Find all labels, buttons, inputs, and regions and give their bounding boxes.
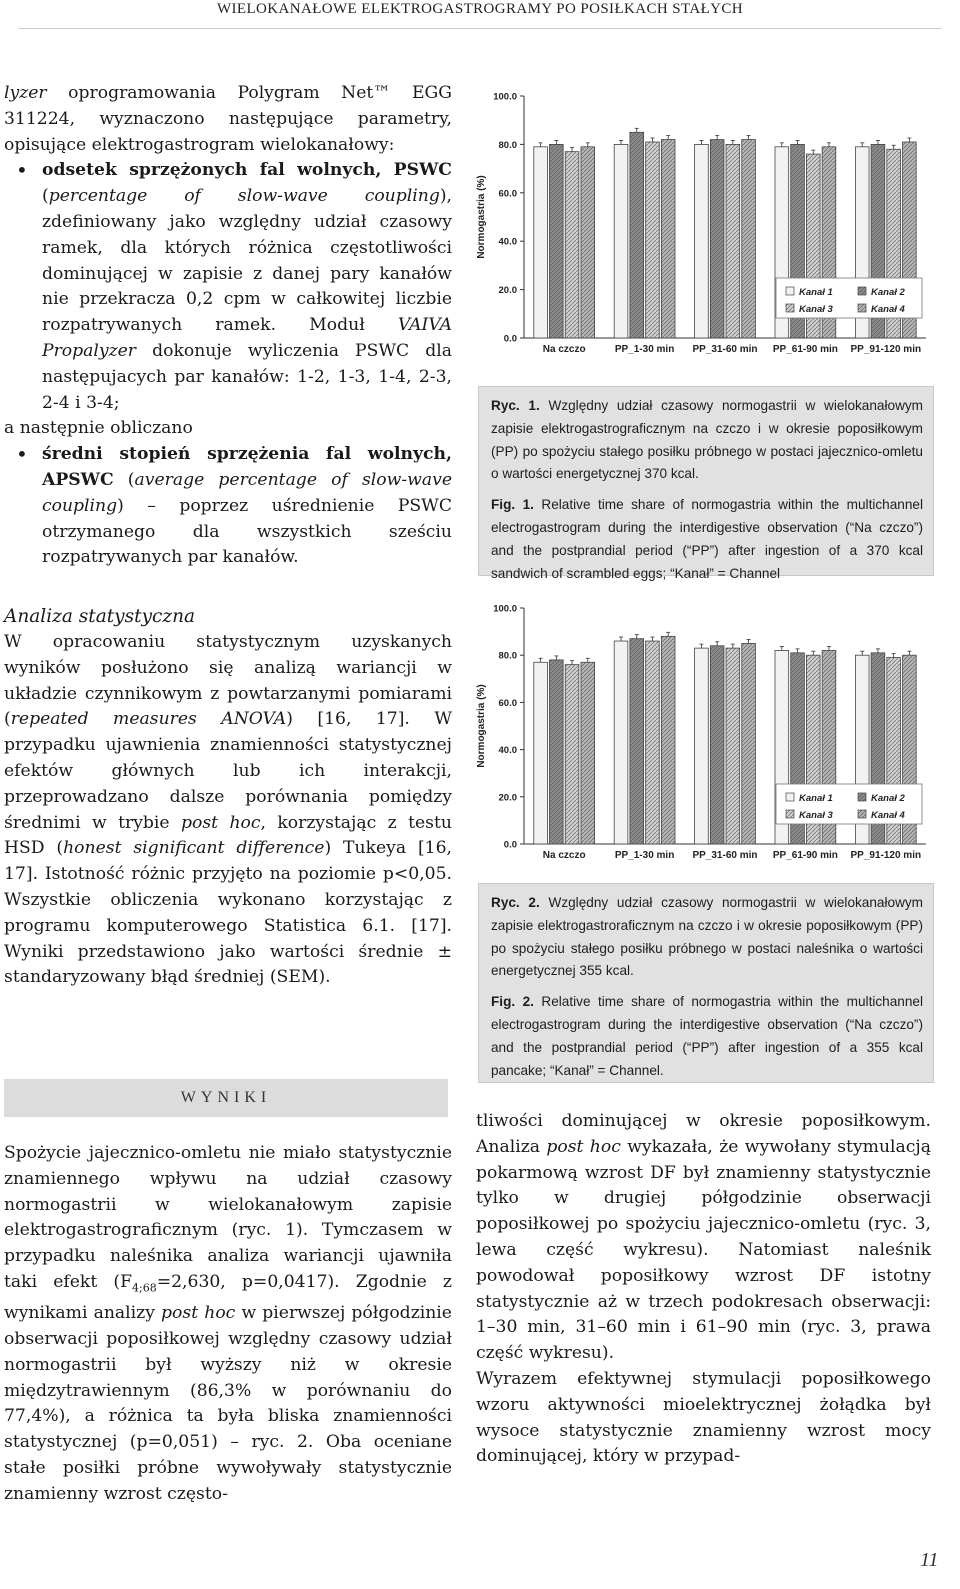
text-run: oprogramowania Polygram Net™ EGG 311224, wyznaczono następujące parametry, opisujące elektrogastrogram wielokanałowy:	[4, 83, 452, 155]
bar	[614, 641, 628, 844]
x-category-label: PP_31-60 min	[692, 850, 758, 861]
text-italic: post hoc	[161, 1303, 236, 1324]
text-run: Spożycie jajecznico-omletu nie miało statystycznie znamiennego wpływu na udział czasowy normogastrii w wielokanałowym zapisie elektrogastrograficznym (ryc. 1). Tymczasem w przypadku naleśnika analiza wariancji ujawniła taki efekt (F	[4, 1143, 452, 1292]
y-tick-label: 80.0	[498, 139, 517, 151]
legend-label: Kanał 4	[871, 304, 905, 315]
y-tick-label: 20.0	[498, 792, 517, 804]
figure-2-caption	[478, 883, 934, 1083]
y-tick-label: 60.0	[498, 188, 517, 200]
figure-2-chart	[476, 596, 936, 882]
legend-swatch	[858, 810, 866, 818]
bullet-pswc	[4, 158, 452, 416]
legend-label: Kanał 3	[799, 810, 833, 821]
caption-text: Relative time share of normogastria within the multichannel electrogastrogram during the interdigestive observation (“Na czczo”) and the postprandial period (“PP”) after ingestion of a 370 kcal sandwich of scrambled eggs; “Kanał” = Channel	[491, 497, 923, 581]
bar	[614, 144, 628, 338]
x-category-label: Na czczo	[542, 344, 586, 355]
bar	[661, 140, 675, 338]
bar	[710, 140, 724, 338]
text-run: W opracowaniu statystycznym uzyskanych wyników posłużono się analizą wariancji w układzie czynnikowym z powtarzanymi pomiarami (	[4, 632, 452, 730]
x-category-label: PP_61-90 min	[772, 344, 838, 355]
bar	[726, 144, 740, 338]
bar	[534, 147, 548, 338]
text-run: (	[113, 469, 135, 490]
bar	[550, 660, 564, 844]
bar	[581, 662, 595, 844]
figure-1-caption	[478, 386, 934, 581]
bar	[695, 144, 709, 338]
bar	[742, 643, 756, 844]
y-tick-label: 0.0	[503, 839, 517, 851]
caption-english	[491, 991, 923, 1082]
left-column-results	[4, 1141, 452, 1508]
bar	[630, 639, 644, 844]
chart-2-svg	[476, 596, 936, 882]
bar	[742, 140, 756, 338]
text-run: tliwości dominującej w okresie poposiłkowym. Analiza	[476, 1111, 931, 1157]
y-tick-label: 100.0	[493, 603, 517, 615]
y-tick-label: 40.0	[498, 745, 517, 757]
bar	[550, 144, 564, 338]
text-run: ) Tukeya [16, 17]. Istotność różnic przyjęto na poziomie p<0,05. Wszystkie obliczenia wykonano korzystając z programu komputerowego Statistica 6.1. [17]. Wyniki przedstawiono jako wartości średnie ± standaryzowany błąd średniej (SEM).	[4, 838, 452, 988]
y-tick-label: 20.0	[498, 285, 517, 297]
legend-swatch	[786, 793, 794, 801]
caption-text: Względny udział czasowy normogastrii w wielokanałowym zapisie elektrogastroraficznym na czczo i w okresie poposiłkowym (PP) po spożyciu stałego posiłku próbnego w postaci naleśnika o wartości energetycznej 355 kcal.	[491, 895, 924, 979]
methods-connector: a następnie obliczano	[4, 418, 193, 439]
statistics-paragraph	[4, 630, 452, 991]
y-tick-label: 0.0	[503, 333, 517, 345]
caption-label: Fig. 2.	[491, 994, 534, 1010]
text-bold: odsetek sprzężonych fal wolnych, PSWC	[42, 160, 452, 181]
chart-1-svg	[476, 84, 936, 376]
caption-polish	[491, 395, 923, 486]
text-run: =2,630, p=0,0417). Zgodnie z wynikami analizy	[4, 1271, 452, 1324]
bar	[565, 152, 579, 338]
y-axis-title: Normogastria (%)	[476, 684, 487, 768]
y-tick-label: 80.0	[498, 650, 517, 662]
text-bold: średni stopień sprzężenia fal wolnych, APSWC	[42, 444, 452, 490]
text-run: wykazała, że wywołany stymulacją pokarmową wzrost DF był znamienny statystycznie tylko w drugiej półgodzinie obserwacji poposiłkowej po spożyciu jajecznico-omletu (ryc. 3, lewa część wykresu). Natomiast naleśnik powodował poposiłkowy wzrost DF istotny statystycznie aż w trzech podokresach obserwacji: 1–30 min, 31–60 min i 61–90 min (ryc. 3, prawa część wykresu).	[476, 1136, 931, 1364]
caption-polish	[491, 892, 923, 983]
caption-english	[491, 494, 923, 585]
page-number: 11	[920, 1549, 939, 1571]
legend-label: Kanał 2	[871, 793, 905, 804]
bullet-apswc	[4, 442, 452, 571]
bar	[695, 648, 709, 844]
legend-label: Kanał 2	[871, 287, 905, 298]
legend-swatch	[858, 793, 866, 801]
legend-swatch	[786, 287, 794, 295]
text-italic: percentage of slow-wave coupling	[48, 186, 440, 207]
text-italic: repeated measures ANOVA	[10, 709, 287, 730]
legend-label: Kanał 3	[799, 304, 833, 315]
text-run: ) – poprzez uśrednienie PSWC otrzymanego dla wszystkich sześciu rozpatrywanych par kanałów.	[42, 495, 452, 568]
bar	[534, 662, 548, 844]
bar	[726, 648, 740, 844]
bar	[646, 641, 660, 844]
bar	[565, 665, 579, 844]
legend-swatch	[858, 287, 866, 295]
legend-swatch	[858, 304, 866, 312]
x-category-label: Na czczo	[542, 850, 586, 861]
right-column-results	[476, 1109, 931, 1470]
results-paragraph	[4, 1141, 452, 1508]
figure-1-chart	[476, 84, 936, 376]
caption-label: Fig. 1.	[491, 497, 534, 513]
text-run: (	[42, 186, 49, 207]
legend-label: Kanał 1	[799, 793, 833, 804]
caption-text: Relative time share of normogastria within the multichannel electrogastrogram during the interdigestive observation (“Na czczo”) and the postprandial period (“PP”) after ingestion of a 355 kcal pancake; “Kanał” = Channel.	[491, 994, 923, 1078]
subscript: 4;68	[132, 1281, 157, 1295]
x-category-label: PP_91-120 min	[850, 850, 922, 861]
x-category-label: PP_1-30 min	[614, 850, 675, 861]
bar	[581, 147, 595, 338]
bar	[710, 646, 724, 844]
text-italic: average percentage of slow-wave coupling	[42, 469, 452, 516]
methods-paragraph	[4, 81, 452, 158]
section-heading-wyniki: WYNIKI	[4, 1079, 448, 1117]
section-title: Analiza statystyczna	[4, 606, 196, 627]
text-run: dokonuje wyliczenia PSWC dla następujacych par kanałów: 1-2, 1-3, 1-4, 2-3, 2-4 i 3-4;	[42, 340, 452, 413]
x-category-label: PP_61-90 min	[772, 850, 838, 861]
text-run: ) [16, 17]. W przypadku ujawnienia znamienności statystycznej efektów głównych lub ich interakcji, przeprowadzano dalsze porównania pomiędzy średnimi w trybie	[4, 709, 453, 833]
results-continued-paragraph	[476, 1109, 931, 1367]
bar	[646, 142, 660, 338]
y-tick-label: 40.0	[498, 236, 517, 248]
legend-swatch	[786, 810, 794, 818]
running-head: WIELOKANAŁOWE ELEKTROGASTROGRAMY PO POSIŁKACH STAŁYCH	[216, 1, 744, 17]
y-tick-label: 100.0	[493, 91, 517, 103]
left-column-statistics	[4, 604, 452, 991]
text-italic: post hoc	[180, 812, 261, 833]
results-paragraph: Wyrazem efektywnej stymulacji poposiłkowego wzoru aktywności mioelektrycznej żołądka był wysoce statystycznie znamienny wzrost mocy dominującej, który w przypad-	[476, 1368, 931, 1467]
text-italic: lyzer	[4, 83, 47, 103]
y-axis-title: Normogastria (%)	[476, 175, 487, 259]
x-category-label: PP_1-30 min	[614, 344, 675, 355]
bar	[630, 132, 644, 338]
x-category-label: PP_31-60 min	[692, 344, 758, 355]
legend-label: Kanał 1	[799, 287, 833, 298]
x-category-label: PP_91-120 min	[850, 344, 922, 355]
caption-label: Ryc. 1.	[491, 398, 540, 413]
caption-text: Względny udział czasowy normogastrii w wielokanałowym zapisie elektrogastrograficznym na czczo i w okresie poposiłkowym (PP) po spożyciu stałego posiłku próbnego w postaci jajecznico-omletu o wartości energetycznej 370 kcal.	[491, 398, 924, 482]
text-italic: honest significant difference	[63, 838, 325, 859]
text-run: w pierwszej półgodzinie obserwacji poposiłkowej względny czasowy udział normogastrii był wyższy niż w okresie międzytrawiennym (86,3% w porównaniu do 77,4%), a różnica ta była bliska znamienności statystycznej (p=0,051) – ryc. 2. Oba oceniane stałe posiłki próbne wywoływały statystycznie znamienny wzrost często-	[4, 1303, 452, 1504]
left-column-methods	[4, 81, 452, 571]
caption-label: Ryc. 2.	[491, 895, 540, 910]
header-rule	[18, 28, 942, 29]
legend-swatch	[786, 304, 794, 312]
text-italic: VAIVA Propalyzer	[42, 315, 452, 361]
text-run: , korzystając z testu HSD (	[4, 812, 452, 859]
text-italic: post hoc	[546, 1136, 621, 1157]
bar	[661, 636, 675, 844]
text-run: ), zdefiniowany jako względny udział czasowy ramek, dla których różnica częstotliwości dominującej w zapisie z danej pary kanałów nie przekracza 0,2 cpm w całkowitej liczbie rozpatrywanych ramek. Moduł	[42, 186, 452, 336]
legend-label: Kanał 4	[871, 810, 905, 821]
y-tick-label: 60.0	[498, 697, 517, 709]
